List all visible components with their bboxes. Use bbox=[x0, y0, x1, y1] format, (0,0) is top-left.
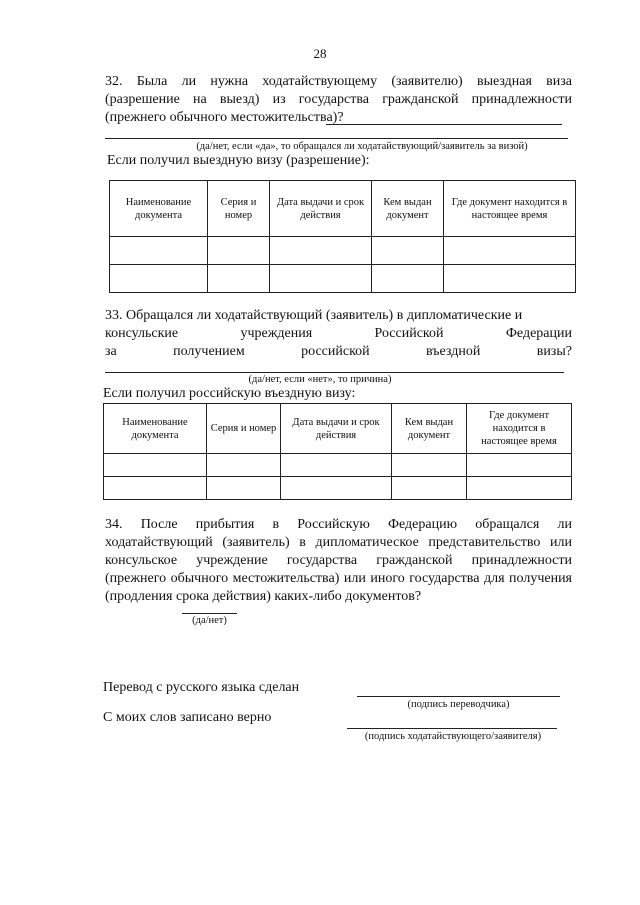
header-issued-by: Кем выдан документ bbox=[392, 404, 467, 454]
table-cell[interactable] bbox=[392, 477, 467, 500]
exit-visa-table bbox=[109, 180, 576, 293]
table-row bbox=[110, 265, 576, 293]
applicant-signature-caption: (подпись ходатайствующего/заявителя) bbox=[364, 731, 542, 742]
q33-word: въездной bbox=[426, 344, 481, 359]
question-32-text: 32. Была ли нужна ходатайствующему (заявителю) выездная виза (разрешение на выезд) из государства гражданской принадлежности (прежнего обычного местожительства)? bbox=[105, 74, 572, 125]
table-cell[interactable] bbox=[207, 477, 281, 500]
applicant-signature-line[interactable] bbox=[347, 728, 557, 729]
table-cell[interactable] bbox=[104, 454, 207, 477]
table-cell[interactable] bbox=[444, 237, 576, 265]
q32-answer-caption: (да/нет, если «да», то обращался ли ходатайствующий/заявитель за визой) bbox=[196, 141, 528, 152]
table-cell[interactable] bbox=[208, 237, 270, 265]
q33-word: Федерации bbox=[505, 326, 572, 341]
q33-answer-caption: (да/нет, если «нет», то причина) bbox=[248, 374, 392, 385]
table-cell[interactable] bbox=[110, 237, 208, 265]
page-number: 28 bbox=[313, 46, 327, 61]
header-issued-by: Кем выдан документ bbox=[372, 181, 444, 237]
q32-table-intro: Если получил выездную визу (разрешение): bbox=[107, 153, 370, 168]
table-cell[interactable] bbox=[467, 454, 572, 477]
question-33-line2 bbox=[105, 325, 572, 343]
table-cell[interactable] bbox=[392, 454, 467, 477]
table-cell[interactable] bbox=[270, 237, 372, 265]
header-issue-date: Дата выдачи и срок действия bbox=[281, 404, 392, 454]
q33-word: консульские bbox=[105, 326, 179, 341]
table-row bbox=[104, 454, 572, 477]
question-33-line3 bbox=[105, 343, 572, 361]
q33-answer-line[interactable] bbox=[105, 372, 564, 373]
table-cell[interactable] bbox=[281, 477, 392, 500]
q33-word: Российской bbox=[374, 326, 444, 341]
entry-visa-table bbox=[103, 403, 572, 500]
translation-label: Перевод с русского языка сделан bbox=[103, 680, 300, 695]
header-location: Где документ находится в настоящее время bbox=[444, 181, 576, 237]
header-location: Где документ находится в настоящее время bbox=[467, 404, 572, 454]
header-series-number: Серия и номер bbox=[208, 181, 270, 237]
table-cell[interactable] bbox=[207, 454, 281, 477]
header-issue-date: Дата выдачи и срок действия bbox=[270, 181, 372, 237]
q33-word: российской bbox=[301, 344, 370, 359]
q32-answer-line-inline[interactable] bbox=[326, 124, 562, 125]
table-cell[interactable] bbox=[208, 265, 270, 293]
header-document-name: Наименование документа bbox=[110, 181, 208, 237]
table-cell[interactable] bbox=[444, 265, 576, 293]
table-cell[interactable] bbox=[281, 454, 392, 477]
q33-table-intro: Если получил российскую въездную визу: bbox=[103, 386, 356, 401]
table-cell[interactable] bbox=[372, 265, 444, 293]
table-cell[interactable] bbox=[372, 237, 444, 265]
q33-word: получением bbox=[173, 344, 245, 359]
q33-word: учреждения bbox=[240, 326, 313, 341]
question-34-text: 34. После прибытия в Российскую Федерацию обращался ли ходатайствующий (заявитель) в дипломатическое представительство или консульское учреждение государства гражданской принадлежности (прежнего обычного местожительства) или иного государства для получения (продления срока действия) каких-либо документов? bbox=[105, 517, 572, 604]
q32-answer-line[interactable] bbox=[105, 138, 568, 139]
q34-answer-caption: (да/нет) bbox=[192, 615, 227, 626]
table-cell[interactable] bbox=[270, 265, 372, 293]
table-cell[interactable] bbox=[104, 477, 207, 500]
table-row bbox=[104, 477, 572, 500]
table-row bbox=[110, 237, 576, 265]
q33-word: визы? bbox=[536, 344, 572, 359]
translator-signature-caption: (подпись переводчика) bbox=[407, 699, 510, 710]
q33-word: за bbox=[105, 344, 117, 359]
verified-label: С моих слов записано верно bbox=[103, 710, 272, 725]
header-document-name: Наименование документа bbox=[104, 404, 207, 454]
question-33-line1: 33. Обращался ли ходатайствующий (заявитель) в дипломатические и bbox=[105, 308, 523, 323]
translator-signature-line[interactable] bbox=[357, 696, 560, 697]
table-cell[interactable] bbox=[467, 477, 572, 500]
table-cell[interactable] bbox=[110, 265, 208, 293]
q34-answer-line[interactable] bbox=[182, 613, 237, 614]
header-series-number: Серия и номер bbox=[207, 404, 281, 454]
